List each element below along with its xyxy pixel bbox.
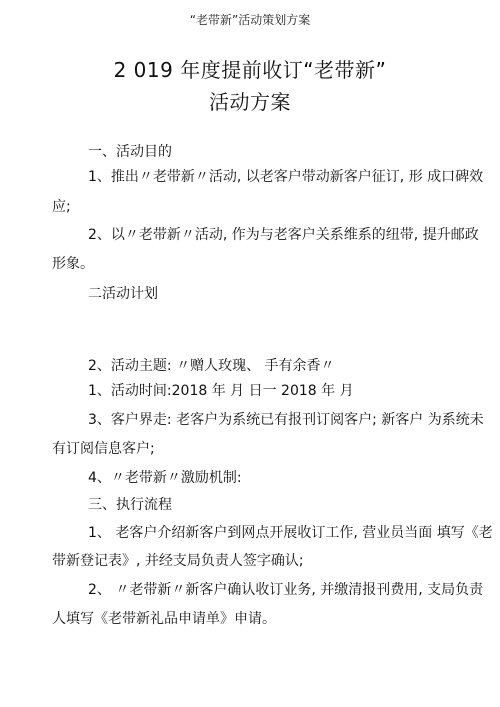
paragraph-line: 1、 老客户介绍新客户到网点开展收订工作, 营业员当面 填写《老	[88, 525, 493, 541]
section-heading-plan: 二活动计划	[88, 286, 158, 302]
document-title-line2: 活动方案	[209, 90, 291, 114]
running-header: “老带新”活动策划方案	[189, 13, 311, 27]
paragraph-line: 1、活动时间:2018 年 月 日一 2018 年 月	[88, 383, 354, 399]
paragraph-line: 有订阅信息客户;	[52, 441, 155, 457]
paragraph-line: 形象。	[52, 256, 94, 272]
paragraph-line: 3、客户界走: 老客户为系统已有报刊订阅客户; 新客户 为系统未	[88, 412, 484, 428]
paragraph-line: 2、活动主题: 〃赠人玫瑰、 手有余香〃	[88, 358, 335, 374]
paragraph-line: 带新登记表》, 并经支局负责人签字确认;	[52, 553, 304, 569]
paragraph-line: 4、〃老带新〃激励机制:	[88, 470, 242, 486]
section-heading-purpose: 一、活动目的	[88, 144, 172, 160]
paragraph-line: 2、 〃老带新〃新客户确认收订业务, 并缴清报刊费用, 支局负责	[88, 582, 484, 598]
paragraph-line: 2、以〃老带新〃活动, 作为与老客户关系维系的纽带, 提升邮政	[88, 227, 479, 243]
paragraph-line: 1、推出〃老带新〃活动, 以老客户带动新客户征订, 形 成口碑效	[88, 169, 484, 185]
paragraph-line: 人填写《老带新礼品申请单》申请。	[52, 611, 276, 627]
document-title-line1: 2 019 年度提前收订“老带新”	[113, 58, 387, 82]
section-heading-process: 三、执行流程	[88, 497, 172, 513]
paragraph-line: 应;	[52, 199, 71, 215]
